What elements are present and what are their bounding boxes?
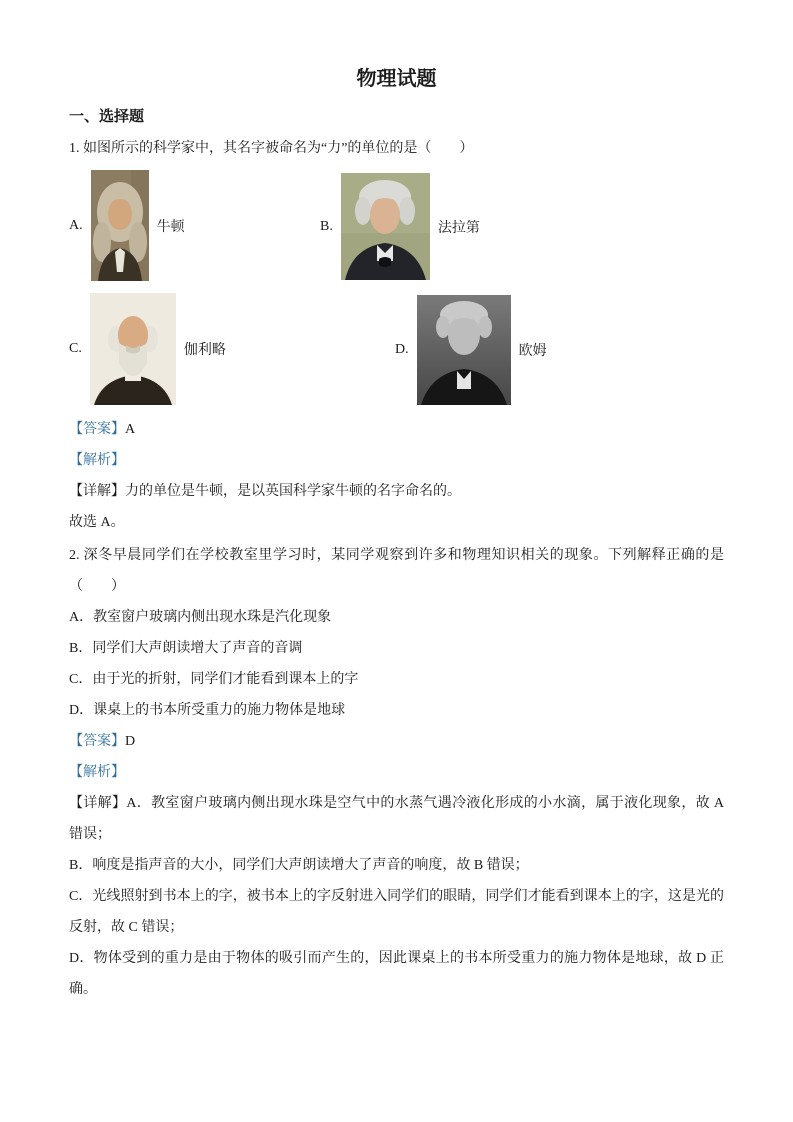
q1-option-a — [69, 170, 185, 281]
section-heading: 一、选择题 — [69, 109, 145, 125]
q1-option-a-name: 牛顿 — [156, 219, 185, 235]
newton-portrait-image — [91, 170, 149, 281]
q1-option-b-label: B. — [320, 218, 333, 234]
analysis-label: 【解析】 — [69, 453, 125, 468]
analysis-label: 【解析】 — [69, 765, 125, 780]
q2-detail-line-2: 错误； — [69, 827, 111, 842]
q2-detail-line-6: D．物体受到的重力是由于物体的吸引而产生的，因此课桌上的书本所受重力的施力物体是地球，故 D 正 — [69, 951, 724, 966]
q2-analysis-line — [69, 758, 724, 788]
q1-option-c-name: 伽利略 — [183, 343, 226, 358]
question-2-text-line2: （ ） — [69, 579, 125, 594]
answer-label: 【答案】 — [69, 734, 125, 749]
q2-detail-line-4: C．光线照射到书本上的字，被书本上的字反射进入同学们的眼睛，同学们才能看到课本上的字，这是光的 — [69, 889, 724, 904]
faraday-portrait-image — [341, 173, 430, 280]
answer-label: 【答案】 — [69, 422, 125, 437]
q1-answer-value: A — [125, 422, 136, 437]
q2-answer-value: D — [125, 734, 136, 749]
q2-detail-line-3: B．响度是指声音的大小，同学们大声朗读增大了声音的响度，故 B 错误； — [69, 858, 529, 873]
q1-option-d-name: 欧姆 — [518, 344, 547, 359]
q2-option-b: B．同学们大声朗读增大了声音的音调 — [69, 641, 303, 656]
q2-answer-line — [69, 727, 724, 757]
q1-detail-text: 【详解】力的单位是牛顿，是以英国科学家牛顿的名字命名的。 — [69, 484, 461, 499]
ohm-portrait-image — [417, 295, 511, 405]
q1-option-b — [320, 173, 480, 280]
q2-detail-line-7: 确。 — [69, 982, 97, 997]
q1-answer-line — [69, 415, 724, 445]
galileo-portrait-image — [90, 293, 176, 405]
q2-detail-line-5: 反射，故 C 错误； — [69, 920, 184, 935]
question-1-text: 1. 如图所示的科学家中，其名字被命名为“力”的单位的是（ ） — [69, 141, 474, 156]
q2-option-a: A．教室窗户玻璃内侧出现水珠是汽化现象 — [69, 610, 332, 625]
page-title: 物理试题 — [356, 68, 437, 90]
q1-conclusion-text: 故选 A。 — [69, 515, 125, 530]
q2-detail-line-1: 【详解】A．教室窗户玻璃内侧出现水珠是空气中的水蒸气遇冷液化形成的小水滴，属于液化现象，故 A — [69, 796, 724, 811]
q1-option-c — [69, 293, 226, 405]
q1-option-b-name: 法拉第 — [437, 220, 480, 236]
q2-option-c: C．由于光的折射，同学们才能看到课本上的字 — [69, 672, 359, 687]
q1-analysis-line — [69, 446, 724, 476]
question-2-text-line1: 2. 深冬早晨同学们在学校教室里学习时，某同学观察到许多和物理知识相关的现象。下列解释正确的是 — [69, 548, 724, 563]
q2-option-d: D．课桌上的书本所受重力的施力物体是地球 — [69, 703, 346, 718]
q1-option-c-label: C. — [69, 341, 82, 356]
q1-option-d-label: D. — [395, 342, 409, 357]
q1-option-d — [395, 295, 547, 405]
q1-option-a-label: A. — [69, 217, 83, 233]
